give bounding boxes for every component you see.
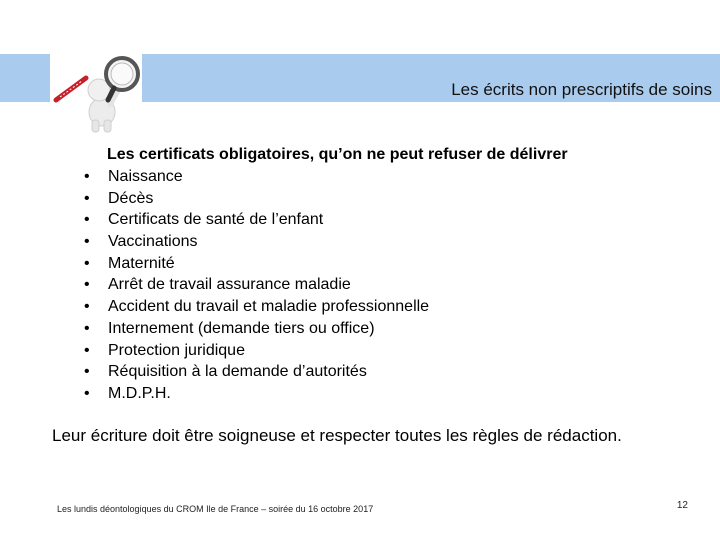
bullet-icon: • [84, 363, 90, 381]
bullet-icon: • [84, 189, 90, 207]
list-item: • Arrêt de travail assurance maladie [80, 274, 429, 296]
bullet-icon: • [84, 233, 90, 251]
list-item: • Décès [80, 188, 429, 210]
list-item: • Maternité [80, 253, 429, 275]
list-item: • Certificats de santé de l’enfant [80, 209, 429, 231]
magnifier-figure-icon [52, 46, 142, 134]
section-heading: Les certificats obligatoires, qu’on ne peut refuser de délivrer [107, 146, 568, 163]
bullet-icon: • [84, 319, 90, 337]
summary-text: Leur écriture doit être soigneuse et respecter toutes les règles de rédaction. [52, 426, 622, 445]
bullet-icon: • [84, 384, 90, 402]
bullet-icon: • [84, 276, 90, 294]
list-item: • Réquisition à la demande d’autorités [80, 361, 429, 383]
list-item: • Vaccinations [80, 231, 429, 253]
page-number: 12 [676, 500, 688, 511]
bullet-icon: • [84, 168, 90, 185]
bullet-icon: • [84, 298, 90, 316]
footer-text: Les lundis déontologiques du CROM Ile de France – soirée du 16 octobre 2017 [57, 504, 374, 514]
list-item: • Protection juridique [80, 340, 429, 362]
slide-title: Les écrits non prescriptifs de soins [451, 80, 712, 99]
bullet-icon: • [84, 254, 90, 272]
bullet-icon: • [84, 211, 90, 229]
list-item: • Naissance [80, 166, 429, 188]
list-item: • M.D.P.H. [80, 383, 429, 405]
list-item: • Accident du travail et maladie professionnelle [80, 296, 429, 318]
list-item: • Internement (demande tiers ou office) [80, 318, 429, 340]
certificate-list [80, 166, 429, 405]
bullet-icon: • [84, 341, 90, 359]
